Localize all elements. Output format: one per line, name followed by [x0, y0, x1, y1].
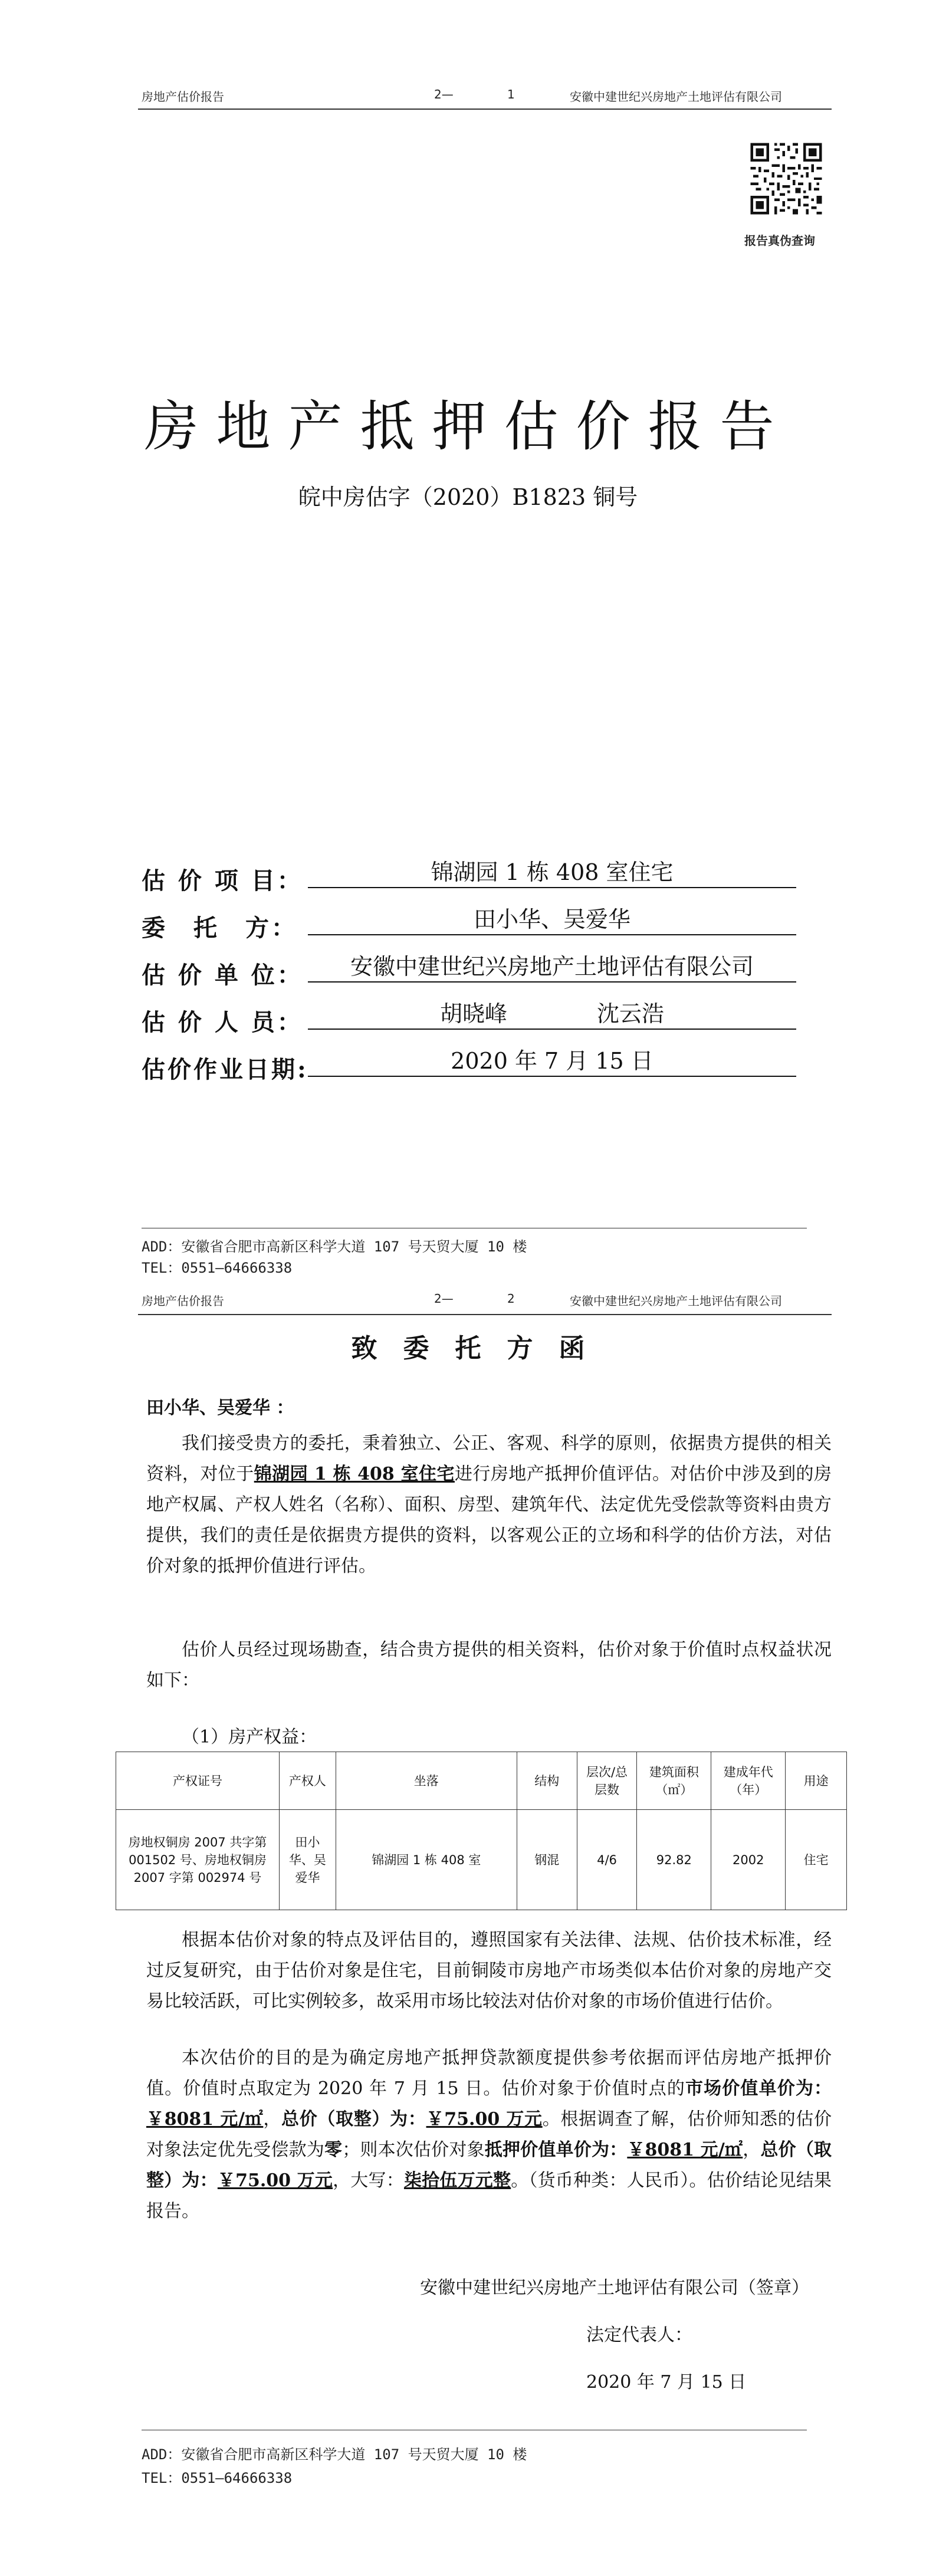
qr-caption: 报告真伪查询 [744, 234, 815, 248]
para4-text-2: 。根据调查了解，估价师知悉的估价对象法定优先受偿款为 [146, 2109, 832, 2160]
cell-use: 住宅 [786, 1810, 847, 1910]
field-value-appraiser-org: 安徽中建世纪兴房地产土地评估有限公司 [308, 953, 796, 983]
page2-footer-address: ADD：安徽省合肥市高新区科学大道 107 号天贸大厦 10 楼 [142, 2446, 527, 2463]
para4-market-total: ￥75.00 万元 [426, 2109, 543, 2130]
page2-footer-phone: TEL：0551—64666338 [142, 2470, 293, 2486]
th-floors: 层次/总层数 [577, 1752, 637, 1810]
page2-header-right: 安徽中建世纪兴房地产土地评估有限公司 [570, 1294, 782, 1308]
field-label-work-date: 估价作业日期: [142, 1056, 308, 1083]
cell-structure: 钢混 [517, 1810, 577, 1910]
cell-cert-no: 房地权铜房 2007 共字第 001502 号、房地权铜房 2007 字第 002974 号 [116, 1810, 280, 1910]
table-header-row [116, 1752, 847, 1810]
th-use: 用途 [786, 1752, 847, 1810]
field-value-client: 田小华、吴爱华 [308, 906, 796, 935]
cell-area: 92.82 [637, 1810, 711, 1910]
th-year: 建成年代（年） [711, 1752, 786, 1810]
th-area: 建筑面积（㎡） [637, 1752, 711, 1810]
rights-title: （1）房产权益： [182, 1727, 317, 1747]
field-value-project: 锦湖园 1 栋 408 室住宅 [308, 859, 796, 888]
letter-paragraph-2: 估价人员经过现场勘查，结合贵方提供的相关资料，估价对象于价值时点权益状况如下： [146, 1639, 832, 1691]
page2-header-page-num: 2 [507, 1292, 515, 1306]
signature-date: 2020 年 7 月 15 日 [586, 2372, 747, 2393]
para4-market-unit-label: 市场价值单价为： [685, 2078, 832, 2099]
rights-table [116, 1752, 847, 1910]
para4-comma-2: ， [743, 2140, 761, 2160]
para4-market-total-label: 总价（取整）为： [281, 2109, 426, 2130]
para1-text-a: 我们接受贵方的委托，秉着独立、公正、客观、科学的原则，依据贵方提供的相关资料，对位于 [146, 1433, 832, 1484]
cell-floors: 4/6 [577, 1810, 637, 1910]
page2-header-rule [138, 1314, 832, 1315]
field-label-appraiser-org: 估 价 单 位： [142, 961, 303, 989]
th-cert-no: 产权证号 [116, 1752, 280, 1810]
page1-footer-address: ADD：安徽省合肥市高新区科学大道 107 号天贸大厦 10 楼 [142, 1238, 527, 1255]
field-label-project: 估 价 项 目： [142, 867, 303, 895]
field-value-appraisers: 胡晓峰 沈云浩 [308, 1000, 796, 1030]
para4-priority-amount: 零 [324, 2140, 343, 2160]
table-row [116, 1810, 847, 1910]
para4-mortgage-unit-price: ￥8081 元/㎡ [627, 2140, 743, 2160]
page1-header-page-num: 1 [507, 87, 515, 101]
page1-header-right: 安徽中建世纪兴房地产土地评估有限公司 [570, 90, 782, 104]
report-number: 皖中房估字（2020）B1823 铜号 [298, 484, 638, 510]
para4-text-3: ；则本次估价对象 [342, 2140, 485, 2160]
report-title: 房地产抵押估价报告 [144, 395, 792, 458]
page2-header-left: 房地产估价报告 [142, 1294, 224, 1308]
para4-mortgage-unit-label: 抵押价值单价为： [484, 2140, 628, 2160]
para1-property: 锦湖园 1 栋 408 室住宅 [254, 1464, 455, 1484]
page1-header-left: 房地产估价报告 [142, 90, 224, 104]
para4-mortgage-total-label: 总价（取整）为： [146, 2140, 832, 2191]
letter-paragraph-3: 根据本估价对象的特点及评估目的，遵照国家有关法律、法规、估价技术标准，经过反复研究，由于估价对象是住宅，目前铜陵市房地产市场类似本估价对象的房地产交易比较活跃，可比实例较多，故采用市场比较法对估价对象的市场价值进行估价。 [146, 1930, 832, 2012]
qr-code[interactable] [748, 140, 825, 219]
para4-text-4: ，大写： [333, 2170, 404, 2191]
signature-legal-rep: 法定代表人： [586, 2325, 692, 2345]
cell-year: 2002 [711, 1810, 786, 1910]
para4-text-1: 本次估价的目的是为确定房地产抵押贷款额度提供参考依据而评估房地产抵押价值。价值时点取定为 2020 年 7 月 15 日。估价对象于价值时点的 [146, 2048, 832, 2099]
letter-paragraph-4 [146, 2043, 832, 2227]
letter-title: 致 委 托 方 函 [351, 1333, 585, 1363]
page1-header-page: 2— [434, 87, 454, 101]
th-owner: 产权人 [280, 1752, 336, 1810]
cell-location: 锦湖园 1 栋 408 室 [336, 1810, 517, 1910]
field-label-client: 委 托 方： [142, 914, 297, 942]
salutation: 田小华、吴爱华 ： [146, 1398, 294, 1418]
field-value-work-date: 2020 年 7 月 15 日 [308, 1047, 796, 1077]
field-label-appraisers: 估 价 人 员： [142, 1008, 303, 1036]
para4-comma-1: ， [263, 2109, 282, 2130]
letter-paragraph-1 [146, 1428, 832, 1582]
para4-market-unit-price: ￥8081 元/㎡ [146, 2109, 264, 2130]
page1-footer-phone: TEL：0551—64666338 [142, 1260, 293, 1276]
para4-text-5: 。（货币种类：人民币）。估价结论见结果报告。 [146, 2170, 832, 2222]
page2-header-page: 2— [434, 1292, 454, 1306]
para4-amount-in-words: 柒拾伍万元整 [403, 2170, 511, 2191]
cell-owner: 田小华、吴爱华 [280, 1810, 336, 1910]
para4-mortgage-total: ￥75.00 万元 [217, 2170, 333, 2191]
th-location: 坐落 [336, 1752, 517, 1810]
th-structure: 结构 [517, 1752, 577, 1810]
signature-company: 安徽中建世纪兴房地产土地评估有限公司（签章） [420, 2278, 809, 2298]
para1-text-c: 进行房地产抵押价值评估。对估价中涉及到的房地产权属、产权人姓名（名称）、面积、房型、建筑年代、法定优先受偿款等资料由贵方提供，我们的责任是依据贵方提供的资料，以客观公正的立场和科学的估价方法，对估价对象的抵押价值进行评估。 [146, 1464, 832, 1576]
page1-header-rule [138, 109, 832, 110]
qr-code-icon [748, 140, 825, 217]
